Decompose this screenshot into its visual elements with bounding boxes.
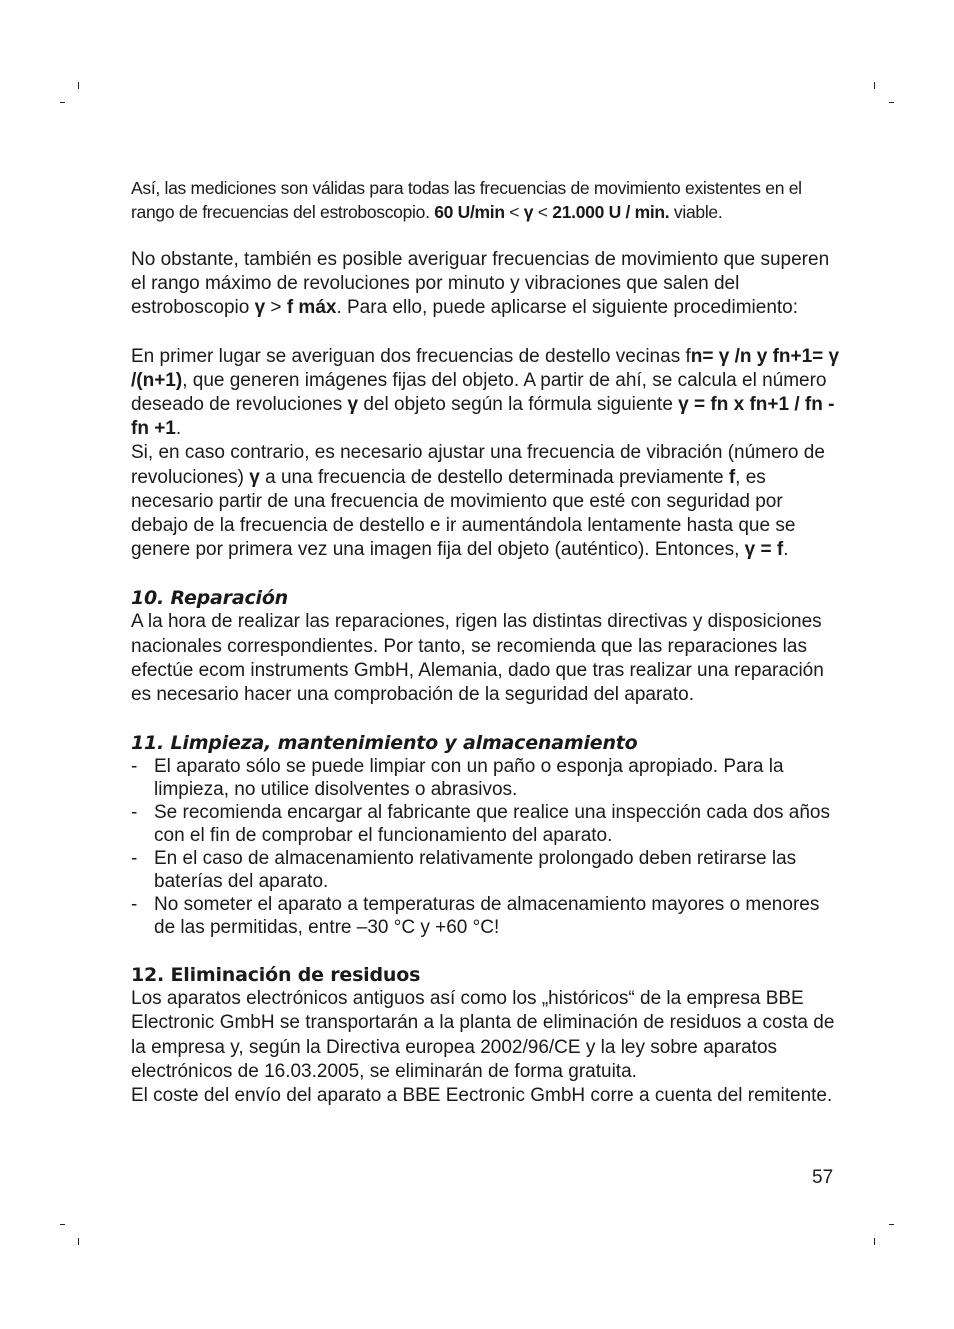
crop-mark (889, 102, 894, 103)
list-item: - En el caso de almacenamiento relativamente prolongado deben retirarse las baterías del aparato. (131, 848, 797, 893)
crop-mark (60, 1224, 65, 1225)
intro-paragraph-2: No obstante, también es posible averiguar frecuencias de movimiento que superen el rango máximo de revoluciones por minuto y vibraciones que salen del estroboscopio γ > f máx. Para ello, puede aplicarse el siguiente procedimiento: (131, 249, 830, 319)
section-12-heading: 12. Eliminación de residuos (131, 964, 421, 987)
section-10-body: A la hora de realizar las reparaciones, rigen las distintas directivas y disposiciones nacionales correspondientes. Por tanto, se recomienda que las reparaciones las efectúe ecom instruments GmbH, Alemania, dado que tras realizar una reparación es necesario hacer una comprobación de la seguridad del aparato. (131, 611, 824, 706)
section-12-body: Los aparatos electrónicos antiguos así como los „históricos“ de la empresa BBE Electronic GmbH se transportarán a la planta de eliminación de residuos a costa de la empresa y, según la Directiva europea 2002/96/CE y la ley sobre aparatos electrónicos de 16.03.2005, se eliminarán de forma gratuita. (131, 988, 835, 1082)
section-11-heading: 11. Limpieza, mantenimiento y almacenamiento (131, 732, 638, 755)
page-content (131, 176, 841, 1108)
page-number: 57 (812, 1167, 834, 1188)
crop-mark (874, 82, 875, 89)
intro-paragraph-4: Si, en caso contrario, es necesario ajustar una frecuencia de vibración (número de revoluciones) γ a una frecuencia de destello determinada previamente f, es necesario partir de una frecuencia de movimiento que esté con seguridad por debajo de la frecuencia de destello e ir aumentándola lentamente hasta que se genere por primera vez una imagen fija del objeto (auténtico). Entonces, γ = f. (131, 442, 825, 561)
intro-paragraph-1: Así, las mediciones son válidas para todas las frecuencias de movimiento existentes en el rango de frecuencias del estroboscopio. 60 U/min < γ < 21.000 U / min. viable. (131, 178, 802, 222)
section-10-heading: 10. Reparación (131, 587, 289, 610)
list-item: - No someter el aparato a temperaturas de almacenamiento mayores o menores de las permitidas, entre –30 °C y +60 °C! (131, 894, 820, 939)
maintenance-list (131, 755, 841, 939)
list-item: - Se recomienda encargar al fabricante que realice una inspección cada dos años con el fin de comprobar el funcionamiento del aparato. (131, 802, 830, 847)
crop-mark (78, 1238, 79, 1245)
crop-mark (78, 82, 79, 89)
crop-mark (874, 1238, 875, 1245)
section-12-note: El coste del envío del aparato a BBE Eectronic GmbH corre a cuenta del remitente. (131, 1085, 833, 1107)
crop-mark (889, 1224, 894, 1225)
list-item: - El aparato sólo se puede limpiar con un paño o esponja apropiado. Para la limpieza, no utilice disolventes o abrasivos. (131, 756, 784, 801)
crop-mark (60, 102, 65, 103)
intro-paragraph-3: En primer lugar se averiguan dos frecuencias de destello vecinas fn= γ /n y fn+1= γ /(n+1), que generen imágenes fijas del objeto. A partir de ahí, se calcula el número deseado de revoluciones γ del objeto según la fórmula siguiente γ = fn x fn+1 / fn - fn +1. (131, 345, 840, 440)
